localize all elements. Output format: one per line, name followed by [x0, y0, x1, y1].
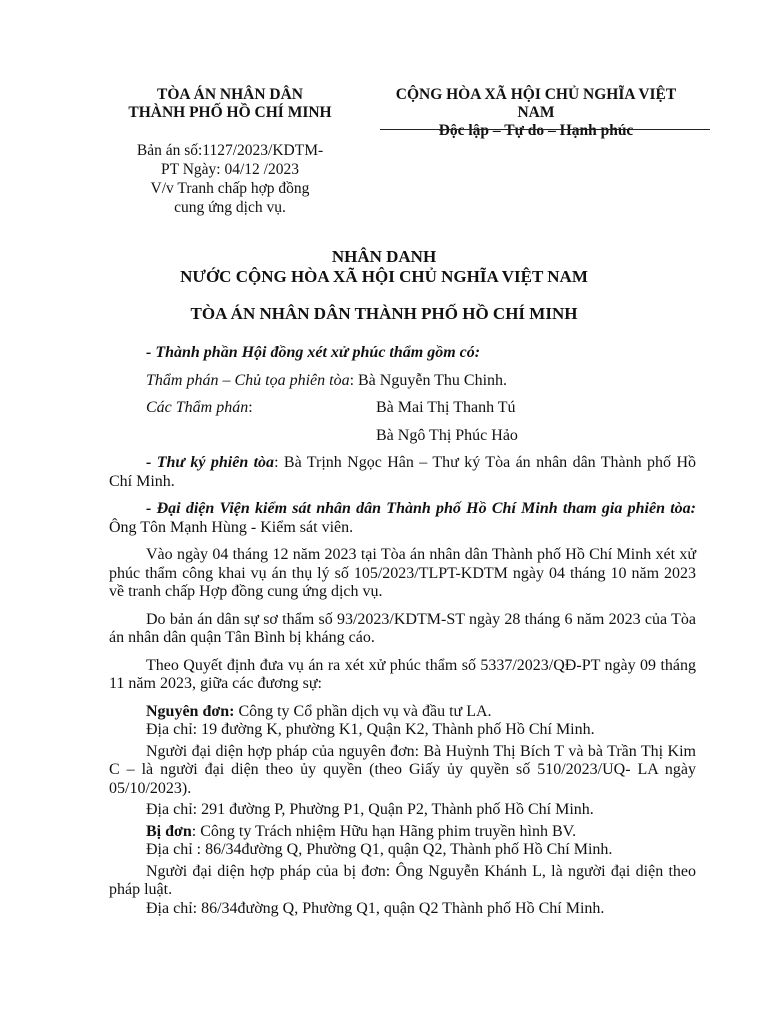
- plaintiff-representative-address: Địa chỉ: 291 đường P, Phường P1, Quận P2, Thành phố Hồ Chí Minh.: [146, 801, 594, 818]
- plaintiff: [109, 703, 696, 722]
- presiding-judge-label: Thẩm phán – Chủ tọa phiên tòa: [146, 371, 350, 389]
- judge-2: Bà Ngô Thị Phúc Hảo: [376, 426, 518, 444]
- judges-label: Các Thẩm phán: [146, 399, 249, 416]
- national-motto: Độc lập – Tự do – Hạnh phúc: [438, 122, 634, 139]
- court-name-line1: TÒA ÁN NHÂN DÂN: [157, 86, 303, 103]
- plaintiff-address: Địa chỉ: 19 đường K, phường K1, Quận K2, Thành phố Hồ Chí Minh.: [146, 721, 595, 738]
- case-date: PT Ngày: 04/12 /2023: [161, 161, 299, 178]
- presiding-judge: [109, 372, 696, 391]
- clerk-text: : Bà Trịnh Ngọc Hân – Thư ký Tòa án nhân dân Thành phố Hồ Chí Minh.: [109, 454, 696, 490]
- judges-row-2: [109, 427, 696, 446]
- clerk: [109, 454, 696, 491]
- procuracy-label: - Đại diện Viện kiểm sát nhân dân Thành phố Hồ Chí Minh tham gia phiên tòa:: [146, 500, 696, 517]
- plaintiff-label: Nguyên đơn:: [146, 702, 235, 720]
- clerk-label: - Thư ký phiên tòa: [146, 454, 275, 471]
- title-nation: NƯỚC CỘNG HÒA XÃ HỘI CHỦ NGHĨA VIỆT NAM: [180, 267, 588, 286]
- paragraph-trial-date: Vào ngày 04 tháng 12 năm 2023 tại Tòa án nhân dân Thành phố Hồ Chí Minh xét xử phúc thẩm công khai vụ án thụ lý số 105/2023/TLPT-KDTM ngày 04 tháng 10 năm 2023 về tranh chấp Hợp đồng cung ứng dịch vụ.: [109, 546, 696, 600]
- title-in-the-name: NHÂN DANH: [331, 247, 437, 266]
- title-court: TÒA ÁN NHÂN DÂN THÀNH PHỐ HỒ CHÍ MINH: [190, 304, 578, 323]
- procuracy: [109, 500, 696, 537]
- defendant: [109, 823, 696, 842]
- case-subject-line2: cung ứng dịch vụ.: [174, 199, 286, 216]
- court-name-header: [110, 86, 350, 122]
- plaintiff-name: Công ty Cổ phần dịch vụ và đầu tư LA.: [234, 702, 492, 720]
- judges-row: [109, 399, 696, 418]
- judges-colon: :: [248, 399, 253, 416]
- header-divider: [380, 129, 710, 130]
- judge-1: Bà Mai Thị Thanh Tú: [376, 399, 516, 416]
- procuracy-text: Ông Tôn Mạnh Hùng - Kiểm sát viên.: [109, 518, 354, 536]
- defendant-name: : Công ty Trách nhiệm Hữu hạn Hãng phim truyền hình BV.: [191, 822, 577, 840]
- national-name: CỘNG HÒA XÃ HỘI CHỦ NGHĨA VIỆT NAM: [395, 86, 677, 121]
- panel-heading: - Thành phần Hội đồng xét xử phúc thẩm gồm có:: [146, 344, 481, 361]
- case-number: Bản án số:1127/2023/KDTM-: [136, 142, 324, 159]
- defendant-representative: Người đại diện hợp pháp của bị đơn: Ông Nguyễn Khánh L, là người đại diện theo pháp luật.: [109, 862, 696, 898]
- case-subject-line1: V/v Tranh chấp hợp đồng: [150, 180, 310, 197]
- case-reference: [110, 141, 350, 217]
- presiding-judge-name: : Bà Nguyễn Thu Chinh.: [349, 371, 508, 389]
- defendant-representative-address: Địa chỉ: 86/34đường Q, Phường Q1, quận Q2 Thành phố Hồ Chí Minh.: [146, 899, 605, 917]
- judgment-body: [109, 344, 696, 918]
- court-name-line2: THÀNH PHỐ HỒ CHÍ MINH: [128, 104, 332, 121]
- paragraph-appeal: Do bản án dân sự sơ thẩm số 93/2023/KDTM-ST ngày 28 tháng 6 năm 2023 của Tòa án nhân dân quận Tân Bình bị kháng cáo.: [109, 610, 696, 646]
- national-header: [380, 86, 692, 139]
- defendant-label: Bị đơn: [146, 822, 192, 840]
- paragraph-decision: Theo Quyết định đưa vụ án ra xét xử phúc thẩm số 5337/2023/QĐ-PT ngày 09 tháng 11 năm 2023, giữa các đương sự:: [109, 656, 696, 692]
- plaintiff-representative: Người đại diện hợp pháp của nguyên đơn: Bà Huỳnh Thị Bích T và bà Trần Thị Kim C – là người đại diện theo ủy quyền (theo Giấy ủy quyền số 510/2023/UQ- LA ngày 05/10/2023).: [109, 742, 696, 797]
- defendant-address: Địa chỉ : 86/34đường Q, Phường Q1, quận Q2, Thành phố Hồ Chí Minh.: [146, 841, 613, 858]
